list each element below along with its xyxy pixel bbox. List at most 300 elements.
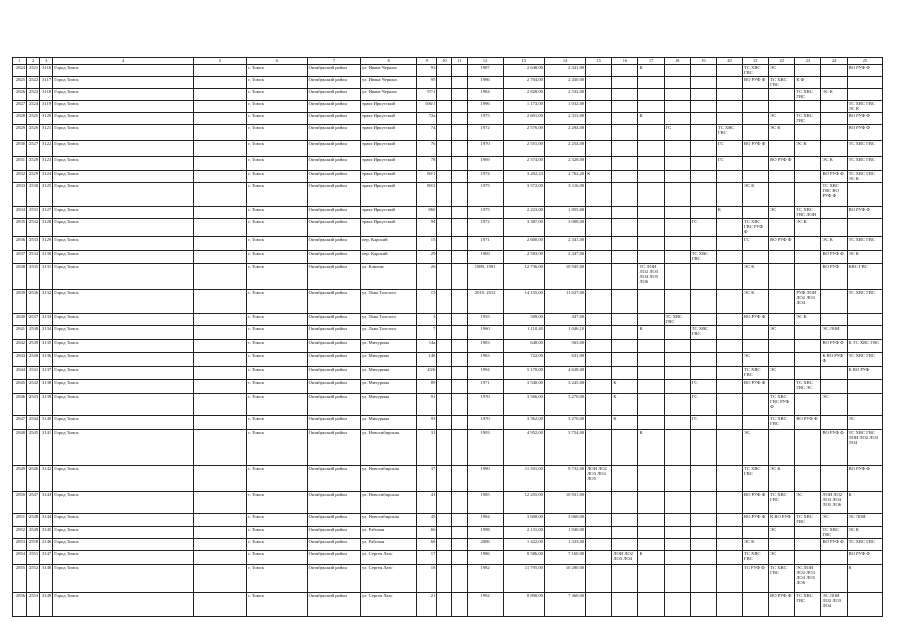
cell-col-3: 3136 bbox=[40, 353, 53, 367]
cell-col-24 bbox=[821, 101, 847, 113]
cell-col-7: Октябрьский район bbox=[307, 157, 360, 171]
cell-col-12: 1987 bbox=[467, 65, 503, 77]
cell-col-23 bbox=[795, 527, 821, 539]
cell-col-13: 509,00 bbox=[503, 314, 544, 326]
cell-col-8: тракт Иркутский bbox=[360, 113, 416, 125]
cell-col-18 bbox=[664, 539, 690, 551]
cell-col-11 bbox=[452, 171, 467, 183]
cell-col-11 bbox=[452, 527, 467, 539]
cell-col-25 bbox=[847, 394, 882, 416]
cell-col-11 bbox=[452, 101, 467, 113]
cell-col-9: 68 bbox=[417, 539, 437, 551]
cell-col-18 bbox=[664, 77, 690, 89]
column-number-25: 25 bbox=[847, 58, 882, 65]
cell-col-24: ЭС bbox=[821, 514, 847, 527]
cell-col-12: 1975 bbox=[467, 113, 503, 125]
cell-col-5 bbox=[194, 565, 247, 593]
cell-col-15 bbox=[586, 394, 612, 416]
cell-col-22: ТС ХВС ГВС bbox=[769, 565, 795, 593]
register-sheet bbox=[12, 57, 883, 608]
cell-col-7: Октябрьский район bbox=[307, 89, 360, 101]
column-number-12: 12 bbox=[467, 58, 503, 65]
cell-col-16 bbox=[612, 340, 638, 353]
cell-col-11 bbox=[452, 314, 467, 326]
cell-col-1: 2831 bbox=[13, 157, 27, 171]
cell-col-8: тракт Иркутский bbox=[360, 171, 416, 183]
cell-col-14: 2 430,00 bbox=[544, 77, 585, 89]
cell-col-8: тракт Иркутский bbox=[360, 101, 416, 113]
cell-col-10 bbox=[437, 326, 452, 340]
cell-col-10 bbox=[437, 466, 452, 492]
cell-col-24: ВО РУФ Ф bbox=[821, 340, 847, 353]
cell-col-16 bbox=[612, 314, 638, 326]
cell-col-24: К ВО РУФ Ф bbox=[821, 353, 847, 367]
cell-col-21 bbox=[743, 593, 769, 617]
column-number-20: 20 bbox=[716, 58, 742, 65]
cell-col-23 bbox=[795, 326, 821, 340]
cell-col-10 bbox=[437, 416, 452, 430]
cell-col-4: Город Томск bbox=[53, 65, 194, 77]
cell-col-6: г. Томск bbox=[247, 326, 307, 340]
cell-col-17 bbox=[638, 171, 664, 183]
cell-col-7: Октябрьский район bbox=[307, 539, 360, 551]
cell-col-17 bbox=[638, 539, 664, 551]
cell-col-20 bbox=[716, 113, 742, 125]
cell-col-25 bbox=[847, 326, 882, 340]
cell-col-5 bbox=[194, 183, 247, 207]
cell-col-7: Октябрьский район bbox=[307, 264, 360, 290]
column-number-7: 7 bbox=[307, 58, 360, 65]
cell-col-2: 2522 bbox=[27, 77, 40, 89]
cell-col-11 bbox=[452, 539, 467, 551]
cell-col-18 bbox=[664, 183, 690, 207]
cell-col-12: 1955 bbox=[467, 314, 503, 326]
cell-col-11 bbox=[452, 551, 467, 565]
cell-col-9: 95 bbox=[417, 77, 437, 89]
cell-col-3: 3135 bbox=[40, 340, 53, 353]
cell-col-10 bbox=[437, 527, 452, 539]
cell-col-14: 447,00 bbox=[544, 314, 585, 326]
cell-col-24: ЭС К bbox=[821, 89, 847, 101]
cell-col-11 bbox=[452, 492, 467, 514]
cell-col-7: Октябрьский район bbox=[307, 492, 360, 514]
table-row bbox=[13, 183, 883, 207]
cell-col-10 bbox=[437, 492, 452, 514]
cell-col-19 bbox=[690, 183, 716, 207]
cell-col-5 bbox=[194, 353, 247, 367]
table-row bbox=[13, 492, 883, 514]
cell-col-20 bbox=[716, 416, 742, 430]
cell-col-15 bbox=[586, 539, 612, 551]
cell-col-17: К bbox=[638, 326, 664, 340]
cell-col-15 bbox=[586, 340, 612, 353]
cell-col-20: ГС bbox=[716, 141, 742, 157]
cell-col-9: 106/1 bbox=[417, 101, 437, 113]
cell-col-24: ТС ХВС ГВС ВО РУФ Ф bbox=[821, 183, 847, 207]
cell-col-19 bbox=[690, 207, 716, 219]
cell-col-1: 2837 bbox=[13, 251, 27, 264]
cell-col-20 bbox=[716, 183, 742, 207]
cell-col-15 bbox=[586, 219, 612, 237]
cell-col-8: ул. Сергея Лазо bbox=[360, 551, 416, 565]
cell-col-23: ТС ХВС ГВС ЛОИ bbox=[795, 207, 821, 219]
cell-col-1: 2834 bbox=[13, 207, 27, 219]
cell-col-2: 2533 bbox=[27, 237, 40, 251]
cell-col-20 bbox=[716, 551, 742, 565]
cell-col-22: ЭС bbox=[769, 65, 795, 77]
cell-col-13: 2 576,00 bbox=[503, 125, 544, 141]
cell-col-14: 2 328,00 bbox=[544, 157, 585, 171]
cell-col-22: ЭС bbox=[769, 367, 795, 380]
cell-col-25: ТС ХВС ГВС bbox=[847, 157, 882, 171]
cell-col-4: Город Томск bbox=[53, 113, 194, 125]
cell-col-1: 2828 bbox=[13, 113, 27, 125]
cell-col-13: 2 601,00 bbox=[503, 113, 544, 125]
cell-col-8: ул. Мичурина bbox=[360, 416, 416, 430]
cell-col-2: 2553 bbox=[27, 593, 40, 617]
cell-col-19 bbox=[690, 367, 716, 380]
cell-col-23 bbox=[795, 353, 821, 367]
cell-col-10 bbox=[437, 89, 452, 101]
cell-col-24: ТС ХВС ГВС bbox=[821, 527, 847, 539]
cell-col-22 bbox=[769, 219, 795, 237]
cell-col-17 bbox=[638, 125, 664, 141]
cell-col-23: ТС ХВС ГВС ЭС bbox=[795, 380, 821, 394]
cell-col-6: г. Томск bbox=[247, 466, 307, 492]
table-row bbox=[13, 340, 883, 353]
cell-col-23: ВО РУФ Ф bbox=[795, 416, 821, 430]
cell-col-15 bbox=[586, 430, 612, 466]
column-number-24: 24 bbox=[821, 58, 847, 65]
cell-col-11 bbox=[452, 65, 467, 77]
cell-col-14: 7 460,00 bbox=[544, 593, 585, 617]
cell-col-8: ул. Рабочая bbox=[360, 527, 416, 539]
cell-col-23 bbox=[795, 367, 821, 380]
cell-col-16 bbox=[612, 183, 638, 207]
cell-col-8: ул. Рабочая bbox=[360, 539, 416, 551]
cell-col-18 bbox=[664, 290, 690, 314]
cell-col-6: г. Томск bbox=[247, 416, 307, 430]
table-row bbox=[13, 264, 883, 290]
cell-col-14: 2 532,00 bbox=[544, 89, 585, 101]
cell-col-15 bbox=[586, 290, 612, 314]
cell-col-18 bbox=[664, 380, 690, 394]
cell-col-2: 2536 bbox=[27, 290, 40, 314]
cell-col-12: 1990 bbox=[467, 466, 503, 492]
table-row bbox=[13, 527, 883, 539]
cell-col-23 bbox=[795, 264, 821, 290]
cell-col-14: 4 628,00 bbox=[544, 367, 585, 380]
cell-col-23 bbox=[795, 157, 821, 171]
cell-col-24: ЭС ЛОИ ЛО2 ЛО3 ЛО4 bbox=[821, 593, 847, 617]
cell-col-18 bbox=[664, 101, 690, 113]
cell-col-4: Город Томск bbox=[53, 514, 194, 527]
cell-col-4: Город Томск bbox=[53, 380, 194, 394]
cell-col-18 bbox=[664, 466, 690, 492]
cell-col-3: 3141 bbox=[40, 430, 53, 466]
cell-col-1: 2833 bbox=[13, 183, 27, 207]
cell-col-4: Город Томск bbox=[53, 219, 194, 237]
cell-col-17 bbox=[638, 157, 664, 171]
table-row bbox=[13, 314, 883, 326]
cell-col-21: ТС РУФ Ф bbox=[743, 565, 769, 593]
table-row bbox=[13, 353, 883, 367]
cell-col-16: К bbox=[612, 394, 638, 416]
table-row bbox=[13, 416, 883, 430]
cell-col-2: 2537 bbox=[27, 314, 40, 326]
cell-col-20 bbox=[716, 492, 742, 514]
cell-col-21: ТС ХВС ГВС bbox=[743, 551, 769, 565]
cell-col-10 bbox=[437, 125, 452, 141]
cell-col-11 bbox=[452, 77, 467, 89]
cell-col-21 bbox=[743, 340, 769, 353]
cell-col-3: 3119 bbox=[40, 101, 53, 113]
cell-col-11 bbox=[452, 593, 467, 617]
cell-col-21: ТС ХВС ГВС bbox=[743, 466, 769, 492]
cell-col-20 bbox=[716, 326, 742, 340]
cell-col-5 bbox=[194, 367, 247, 380]
cell-col-13: 3 572,00 bbox=[503, 183, 544, 207]
cell-col-22: ЭС bbox=[769, 113, 795, 125]
cell-col-7: Октябрьский район bbox=[307, 183, 360, 207]
cell-col-18 bbox=[664, 89, 690, 101]
cell-col-21 bbox=[743, 101, 769, 113]
cell-col-8: ул. Мичурина bbox=[360, 367, 416, 380]
cell-col-17 bbox=[638, 251, 664, 264]
cell-col-15 bbox=[586, 183, 612, 207]
cell-col-22 bbox=[769, 171, 795, 183]
cell-col-6: г. Томск bbox=[247, 314, 307, 326]
cell-col-20 bbox=[716, 565, 742, 593]
cell-col-13: 2 583,00 bbox=[503, 251, 544, 264]
cell-col-14: 11 627,00 bbox=[544, 290, 585, 314]
cell-col-6: г. Томск bbox=[247, 171, 307, 183]
cell-col-18 bbox=[664, 219, 690, 237]
cell-col-11 bbox=[452, 367, 467, 380]
cell-col-1: 2849 bbox=[13, 466, 27, 492]
cell-col-23 bbox=[795, 394, 821, 416]
cell-col-19 bbox=[690, 593, 716, 617]
column-number-16: 16 bbox=[612, 58, 638, 65]
cell-col-9: 15 bbox=[417, 237, 437, 251]
cell-col-17 bbox=[638, 183, 664, 207]
cell-col-15 bbox=[586, 593, 612, 617]
cell-col-16 bbox=[612, 125, 638, 141]
cell-col-3: 3148 bbox=[40, 565, 53, 593]
cell-col-8: ул. Сергея Лазо bbox=[360, 565, 416, 593]
cell-col-18 bbox=[664, 340, 690, 353]
cell-col-3: 3140 bbox=[40, 416, 53, 430]
cell-col-2: 2547 bbox=[27, 492, 40, 514]
cell-col-9: 3 bbox=[417, 314, 437, 326]
cell-col-19 bbox=[690, 314, 716, 326]
cell-col-4: Город Томск bbox=[53, 565, 194, 593]
cell-col-2: 2542 bbox=[27, 380, 40, 394]
cell-col-2: 2535 bbox=[27, 264, 40, 290]
cell-col-20 bbox=[716, 593, 742, 617]
cell-col-8: ул. Новосибирская bbox=[360, 514, 416, 527]
cell-col-17: ТС ЛОИ ЛО2 ЛО3 ЛО4 ЛО5 ЛО6 bbox=[638, 264, 664, 290]
cell-col-3: 3124 bbox=[40, 171, 53, 183]
cell-col-2: 2525 bbox=[27, 113, 40, 125]
cell-col-14: 10 280,00 bbox=[544, 565, 585, 593]
cell-col-25: ТС ХВС ГВС bbox=[847, 353, 882, 367]
cell-col-20 bbox=[716, 290, 742, 314]
cell-col-19 bbox=[690, 527, 716, 539]
cell-col-24: ЭС К bbox=[821, 157, 847, 171]
cell-col-21 bbox=[743, 89, 769, 101]
cell-col-24 bbox=[821, 416, 847, 430]
cell-col-23: ЭС bbox=[795, 492, 821, 514]
cell-col-16 bbox=[612, 367, 638, 380]
cell-col-23 bbox=[795, 340, 821, 353]
cell-col-2: 2552 bbox=[27, 565, 40, 593]
cell-col-13: 14 155,00 bbox=[503, 290, 544, 314]
cell-col-7: Октябрьский район bbox=[307, 101, 360, 113]
cell-col-1: 2847 bbox=[13, 416, 27, 430]
cell-col-12: 1986 bbox=[467, 77, 503, 89]
cell-col-16 bbox=[612, 539, 638, 551]
cell-col-22: ЭС К bbox=[769, 466, 795, 492]
cell-col-17 bbox=[638, 593, 664, 617]
table-row bbox=[13, 219, 883, 237]
cell-col-14: 2 341,00 bbox=[544, 65, 585, 77]
cell-col-2: 2527 bbox=[27, 141, 40, 157]
cell-col-23: ТС ХВС ГВС bbox=[795, 593, 821, 617]
cell-col-15 bbox=[586, 251, 612, 264]
cell-col-3: 3146 bbox=[40, 539, 53, 551]
cell-col-3: 3125 bbox=[40, 183, 53, 207]
column-number-8: 8 bbox=[360, 58, 416, 65]
cell-col-3: 3142 bbox=[40, 466, 53, 492]
cell-col-4: Город Томск bbox=[53, 416, 194, 430]
cell-col-18 bbox=[664, 492, 690, 514]
cell-col-8: тракт Иркутский bbox=[360, 219, 416, 237]
cell-col-5 bbox=[194, 514, 247, 527]
cell-col-24 bbox=[821, 367, 847, 380]
cell-col-8: ул. Ивана Черных bbox=[360, 77, 416, 89]
cell-col-12: 1970 bbox=[467, 416, 503, 430]
cell-col-22 bbox=[769, 290, 795, 314]
cell-col-5 bbox=[194, 65, 247, 77]
cell-col-24: ВО РУФ bbox=[821, 264, 847, 290]
cell-col-10 bbox=[437, 157, 452, 171]
cell-col-20: ГС bbox=[716, 157, 742, 171]
table-row bbox=[13, 157, 883, 171]
cell-col-10 bbox=[437, 394, 452, 416]
cell-col-3: 3116 bbox=[40, 65, 53, 77]
cell-col-7: Октябрьский район bbox=[307, 207, 360, 219]
cell-col-4: Город Томск bbox=[53, 251, 194, 264]
cell-col-8: ул. Мичурина bbox=[360, 353, 416, 367]
cell-col-19 bbox=[690, 101, 716, 113]
cell-col-12: 1975 bbox=[467, 183, 503, 207]
cell-col-17 bbox=[638, 207, 664, 219]
cell-col-5 bbox=[194, 593, 247, 617]
column-number-15: 15 bbox=[586, 58, 612, 65]
cell-col-1: 2835 bbox=[13, 219, 27, 237]
cell-col-21 bbox=[743, 157, 769, 171]
column-number-6: 6 bbox=[247, 58, 307, 65]
cell-col-18 bbox=[664, 353, 690, 367]
cell-col-13: 4 952,00 bbox=[503, 430, 544, 466]
cell-col-9: 94 bbox=[417, 219, 437, 237]
cell-col-23: К Ф bbox=[795, 77, 821, 89]
cell-col-12: 1985 bbox=[467, 492, 503, 514]
cell-col-21: ЭС К bbox=[743, 183, 769, 207]
cell-col-15 bbox=[586, 237, 612, 251]
cell-col-20 bbox=[716, 314, 742, 326]
cell-col-19 bbox=[690, 125, 716, 141]
cell-col-2: 2528 bbox=[27, 157, 40, 171]
cell-col-19 bbox=[690, 514, 716, 527]
cell-col-23 bbox=[795, 466, 821, 492]
cell-col-19 bbox=[690, 551, 716, 565]
table-row bbox=[13, 207, 883, 219]
cell-col-13: 2 223,00 bbox=[503, 207, 544, 219]
cell-col-25 bbox=[847, 380, 882, 394]
cell-col-25: ТС ХВС ГВС ЭС К bbox=[847, 101, 882, 113]
cell-col-16 bbox=[612, 514, 638, 527]
cell-col-22 bbox=[769, 353, 795, 367]
cell-col-9: 31 bbox=[417, 430, 437, 466]
cell-col-7: Октябрьский район bbox=[307, 551, 360, 565]
cell-col-19 bbox=[690, 340, 716, 353]
cell-col-13: 8 586,00 bbox=[503, 551, 544, 565]
cell-col-15 bbox=[586, 77, 612, 89]
cell-col-11 bbox=[452, 89, 467, 101]
cell-col-10 bbox=[437, 380, 452, 394]
cell-col-10 bbox=[437, 101, 452, 113]
cell-col-19 bbox=[690, 353, 716, 367]
cell-col-9: 86б bbox=[417, 207, 437, 219]
cell-col-10 bbox=[437, 171, 452, 183]
cell-col-21: ВО РУФ Ф bbox=[743, 492, 769, 514]
cell-col-9: 37 bbox=[417, 466, 437, 492]
cell-col-6: г. Томск bbox=[247, 251, 307, 264]
cell-col-5 bbox=[194, 492, 247, 514]
cell-col-8: ул. Льва Толстого bbox=[360, 314, 416, 326]
cell-col-10 bbox=[437, 237, 452, 251]
cell-col-9: 29 bbox=[417, 251, 437, 264]
cell-col-22 bbox=[769, 264, 795, 290]
column-number-11: 11 bbox=[452, 58, 467, 65]
cell-col-14: 3 060,00 bbox=[544, 514, 585, 527]
cell-col-15 bbox=[586, 492, 612, 514]
register-table bbox=[12, 57, 883, 617]
cell-col-5 bbox=[194, 251, 247, 264]
cell-col-25: ВО РУФ Ф bbox=[847, 207, 882, 219]
cell-col-3: 3131 bbox=[40, 264, 53, 290]
cell-col-4: Город Томск bbox=[53, 207, 194, 219]
cell-col-24 bbox=[821, 466, 847, 492]
cell-col-4: Город Томск bbox=[53, 171, 194, 183]
cell-col-24: ВО РУФ Ф bbox=[821, 251, 847, 264]
cell-col-9: 76 bbox=[417, 141, 437, 157]
cell-col-12: 1983 bbox=[467, 340, 503, 353]
table-row bbox=[13, 367, 883, 380]
cell-col-2: 2541 bbox=[27, 367, 40, 380]
cell-col-23 bbox=[795, 125, 821, 141]
cell-col-5 bbox=[194, 113, 247, 125]
cell-col-22: ЭС К bbox=[769, 125, 795, 141]
cell-col-12: 1998 bbox=[467, 527, 503, 539]
cell-col-16 bbox=[612, 237, 638, 251]
column-number-17: 17 bbox=[638, 58, 664, 65]
cell-col-8: тракт Иркутский bbox=[360, 141, 416, 157]
cell-col-6: г. Томск bbox=[247, 367, 307, 380]
cell-col-13: 3 387,00 bbox=[503, 219, 544, 237]
